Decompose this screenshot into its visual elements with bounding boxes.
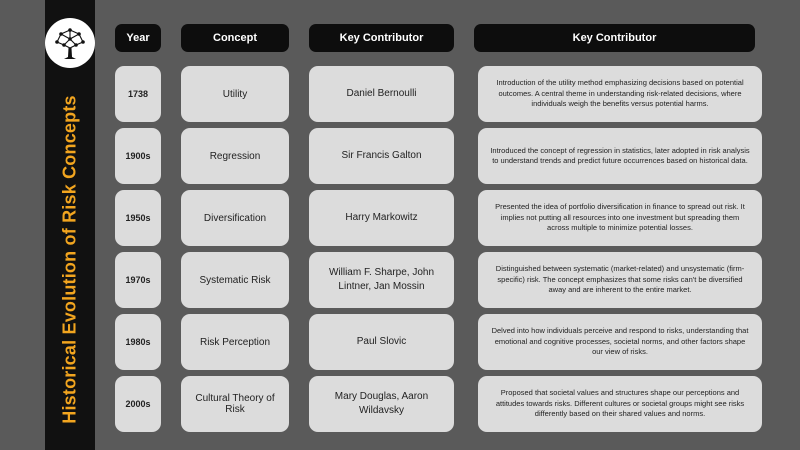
row-year: 1900s: [115, 128, 161, 184]
page-title: [58, 82, 82, 437]
row-concept: Cultural Theory of Risk: [181, 376, 289, 432]
row-contributor: Paul Slovic: [309, 314, 454, 370]
row-concept: Utility: [181, 66, 289, 122]
row-contributor: Sir Francis Galton: [309, 128, 454, 184]
row-concept: Regression: [181, 128, 289, 184]
row-description: Proposed that societal values and structures shape our perceptions and attitudes towards risks. Different cultures or societal groups might see risks differently based on their shared values and norms.: [478, 376, 762, 432]
row-description: Distinguished between systematic (market-related) and unsystematic (firm-specific) risk. The concept emphasizes that some risks can't be diversified away and are inherent to the entire market.: [478, 252, 762, 308]
header-year: Year: [115, 24, 161, 52]
row-year: 2000s: [115, 376, 161, 432]
header-contributor: Key Contributor: [309, 24, 454, 52]
row-description: Presented the idea of portfolio diversification in finance to spread out risk. It implies not putting all resources into one investment but spreading them across multiple to minimize potential losses.: [478, 190, 762, 246]
header-description: Key Contributor: [474, 24, 755, 52]
row-concept: Risk Perception: [181, 314, 289, 370]
row-year: 1970s: [115, 252, 161, 308]
row-description: Introduction of the utility method emphasizing decisions based on potential outcomes. A central theme in understanding risk-related decisions, where individuals weigh the benefits versus potential harms.: [478, 66, 762, 122]
row-contributor: Harry Markowitz: [309, 190, 454, 246]
row-concept: Systematic Risk: [181, 252, 289, 308]
row-year: 1980s: [115, 314, 161, 370]
row-year: 1738: [115, 66, 161, 122]
page-title-text: Historical Evolution of Risk Concepts: [59, 95, 80, 424]
row-description: Delved into how individuals perceive and respond to risks, understanding that emotional and cognitive processes, societal norms, and other factors shape our view of risks.: [478, 314, 762, 370]
header-concept: Concept: [181, 24, 289, 52]
row-contributor: William F. Sharpe, John Lintner, Jan Mossin: [309, 252, 454, 308]
tree-logo-icon: [45, 18, 95, 68]
row-contributor: Mary Douglas, Aaron Wildavsky: [309, 376, 454, 432]
row-description: Introduced the concept of regression in statistics, later adopted in risk analysis to understand trends and predict future occurrences based on historical data.: [478, 128, 762, 184]
row-year: 1950s: [115, 190, 161, 246]
row-concept: Diversification: [181, 190, 289, 246]
row-contributor: Daniel Bernoulli: [309, 66, 454, 122]
